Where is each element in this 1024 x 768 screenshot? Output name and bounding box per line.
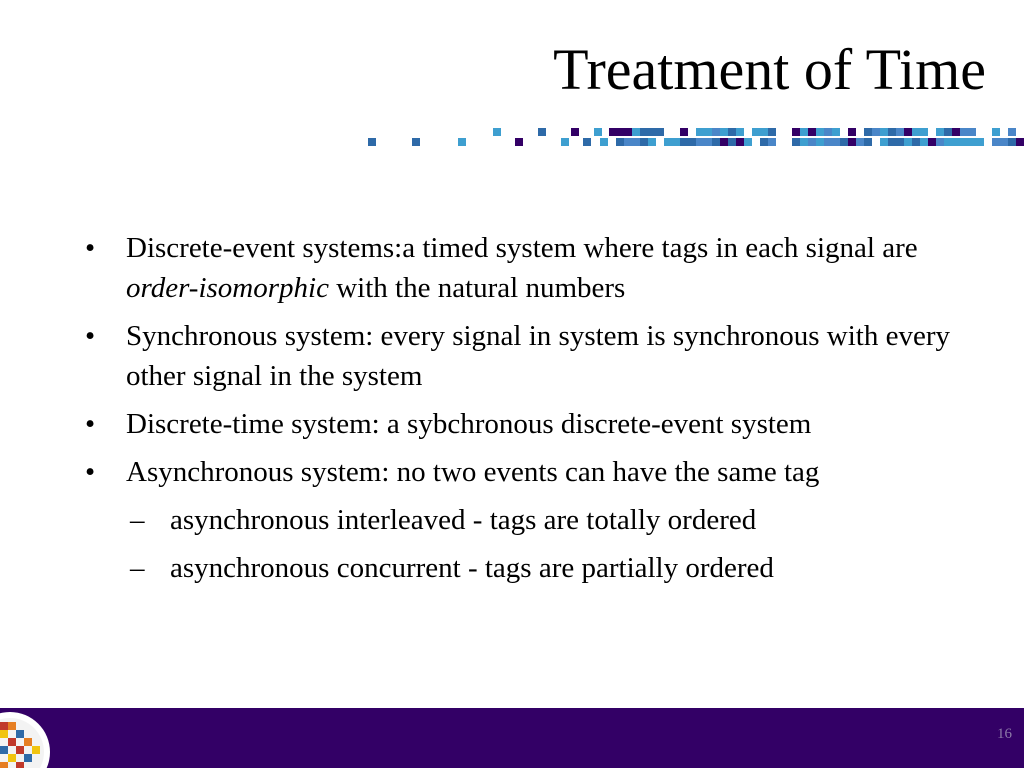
bullet-item-asynchronous: [85, 452, 955, 492]
bullet-item-synchronous: [85, 316, 955, 396]
sub-bullet-text: asynchronous interleaved - tags are totally ordered: [170, 504, 757, 536]
bullet-emphasis: order-isomorphic: [126, 272, 329, 304]
bullet-text: Asynchronous system: no two events can have the same tag: [126, 456, 820, 488]
bullet-list: [85, 228, 955, 596]
bullet-text: Discrete-time system: a sybchronous discrete-event system: [126, 408, 812, 440]
bullet-text: with the natural numbers: [328, 272, 626, 304]
bullet-text: Synchronous system: every signal in system is synchronous with every other signal in the system: [126, 320, 950, 392]
footer-bar: [0, 708, 1024, 768]
university-seal-icon: [0, 708, 60, 768]
sub-bullet-text: asynchronous concurrent - tags are partially ordered: [170, 552, 774, 584]
page-number: 16: [997, 726, 1012, 742]
slide-title: Treatment of Time: [553, 37, 986, 102]
sub-bullet-item-concurrent: [85, 548, 955, 588]
bullet-item-discrete-event: [85, 228, 955, 308]
bullet-text: Discrete-event systems:a timed system where tags in each signal are: [126, 232, 918, 264]
bullet-item-discrete-time: [85, 404, 955, 444]
sub-bullet-item-interleaved: [85, 500, 955, 540]
